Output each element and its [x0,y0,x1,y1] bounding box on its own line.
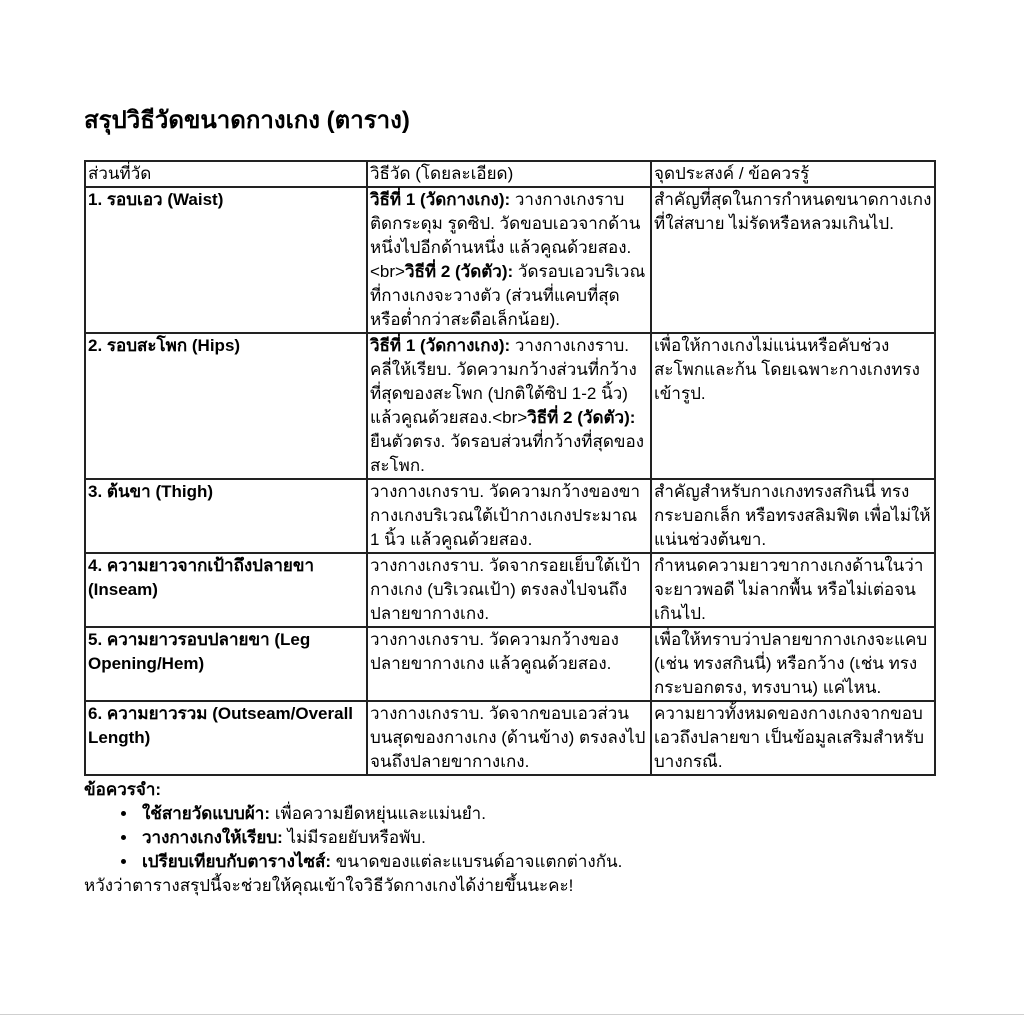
note-text: ขนาดของแต่ละแบรนด์อาจแตกต่างกัน. [331,852,623,871]
header-method: วิธีวัด (โดยละเอียด) [367,161,651,187]
table-row [85,553,935,627]
header-part: ส่วนที่วัด [85,161,367,187]
measurement-purpose: ความยาวทั้งหมดของกางเกงจากขอบเอวถึงปลายขา เป็นข้อมูลเสริมสำหรับบางกรณี. [651,701,935,775]
method-step-text: วางกางเกงราบ ติดกระดุม รูดซิป. วัดขอบเอวจากด้านหนึ่งไปอีกด้านหนึ่ง แล้วคูณด้วยสอง.<br> [370,190,641,281]
measurement-method [367,627,651,701]
method-step-text: วางกางเกงราบ. วัดจากขอบเอวส่วนบนสุดของกางเกง (ด้านข้าง) ตรงลงไปจนถึงปลายขากางเกง. [370,704,646,771]
page-bottom-divider [0,1014,1024,1015]
measurement-method [367,333,651,479]
document-page [84,96,934,898]
method-step-label: วิธีที่ 1 (วัดกางเกง): [370,336,511,355]
measurement-method [367,187,651,333]
measurement-part: 4. ความยาวจากเป้าถึงปลายขา (Inseam) [85,553,367,627]
measurement-method [367,479,651,553]
notes-list [84,802,934,874]
method-step-text: วางกางเกงราบ. คลี่ให้เรียบ. วัดความกว้างส่วนที่กว้างที่สุดของสะโพก (ปกติใต้ซิป 1-2 นิ้ว) แล้วคูณด้วยสอง.<br> [370,336,637,427]
header-purpose: จุดประสงค์ / ข้อควรรู้ [651,161,935,187]
note-item [138,802,934,826]
note-label: เปรียบเทียบกับตารางไซส์: [142,852,332,871]
method-step-text: วัดรอบเอวบริเวณที่กางเกงจะวางตัว (ส่วนที่แคบที่สุด หรือต่ำกว่าสะดือเล็กน้อย). [370,262,646,329]
method-step-text: ยืนตัวตรง. วัดรอบส่วนที่กว้างที่สุดของสะโพก. [370,432,644,475]
measurement-method [367,701,651,775]
measurement-part: 6. ความยาวรวม (Outseam/Overall Length) [85,701,367,775]
measurement-purpose: เพื่อให้ทราบว่าปลายขากางเกงจะแคบ (เช่น ทรงสกินนี่) หรือกว้าง (เช่น ทรงกระบอกตรง, ทรงบาน) แค่ไหน. [651,627,935,701]
measurement-method [367,553,651,627]
method-step-label: วิธีที่ 2 (วัดตัว): [527,408,636,427]
table-row [85,479,935,553]
note-item [138,850,934,874]
measurement-part: 5. ความยาวรอบปลายขา (Leg Opening/Hem) [85,627,367,701]
measurement-part: 2. รอบสะโพก (Hips) [85,333,367,479]
table-body [85,187,935,775]
table-row [85,701,935,775]
table-row [85,627,935,701]
note-text: เพื่อความยืดหยุ่นและแม่นยำ. [270,804,486,823]
measurement-part: 3. ต้นขา (Thigh) [85,479,367,553]
method-step-label: วิธีที่ 2 (วัดตัว): [404,262,514,281]
method-step-label: วิธีที่ 1 (วัดกางเกง): [370,190,511,209]
measurement-purpose: กำหนดความยาวขากางเกงด้านในว่าจะยาวพอดี ไม่ลากพื้น หรือไม่เต่อจนเกินไป. [651,553,935,627]
measurement-table [84,160,936,776]
note-text: ไม่มีรอยยับหรือพับ. [282,828,426,847]
table-header-row [85,161,935,187]
table-row [85,187,935,333]
measurement-part: 1. รอบเอว (Waist) [85,187,367,333]
method-step-text: วางกางเกงราบ. วัดความกว้างของปลายขากางเกง แล้วคูณด้วยสอง. [370,630,619,673]
method-step-text: วางกางเกงราบ. วัดความกว้างของขากางเกงบริเวณใต้เป้ากางเกงประมาณ 1 นิ้ว แล้วคูณด้วยสอง. [370,482,641,549]
note-label: ใช้สายวัดแบบผ้า: [142,804,271,823]
measurement-purpose: สำคัญที่สุดในการกำหนดขนาดกางเกงที่ใส่สบาย ไม่รัดหรือหลวมเกินไป. [651,187,935,333]
note-item [138,826,934,850]
notes-title: ข้อควรจำ: [84,780,162,799]
note-label: วางกางเกงให้เรียบ: [142,828,283,847]
measurement-purpose: สำคัญสำหรับกางเกงทรงสกินนี่ ทรงกระบอกเล็ก หรือทรงสลิมฟิต เพื่อไม่ให้แน่นช่วงต้นขา. [651,479,935,553]
table-row [85,333,935,479]
measurement-purpose: เพื่อให้กางเกงไม่แน่นหรือคับช่วงสะโพกและก้น โดยเฉพาะกางเกงทรงเข้ารูป. [651,333,935,479]
closing-text: หวังว่าตารางสรุปนี้จะช่วยให้คุณเข้าใจวิธีวัดกางเกงได้ง่ายขึ้นนะคะ! [84,876,574,895]
document-title: สรุปวิธีวัดขนาดกางเกง (ตาราง) [84,107,410,134]
method-step-text: วางกางเกงราบ. วัดจากรอยเย็บใต้เป้ากางเกง (บริเวณเป้า) ตรงลงไปจนถึงปลายขากางเกง. [370,556,641,623]
